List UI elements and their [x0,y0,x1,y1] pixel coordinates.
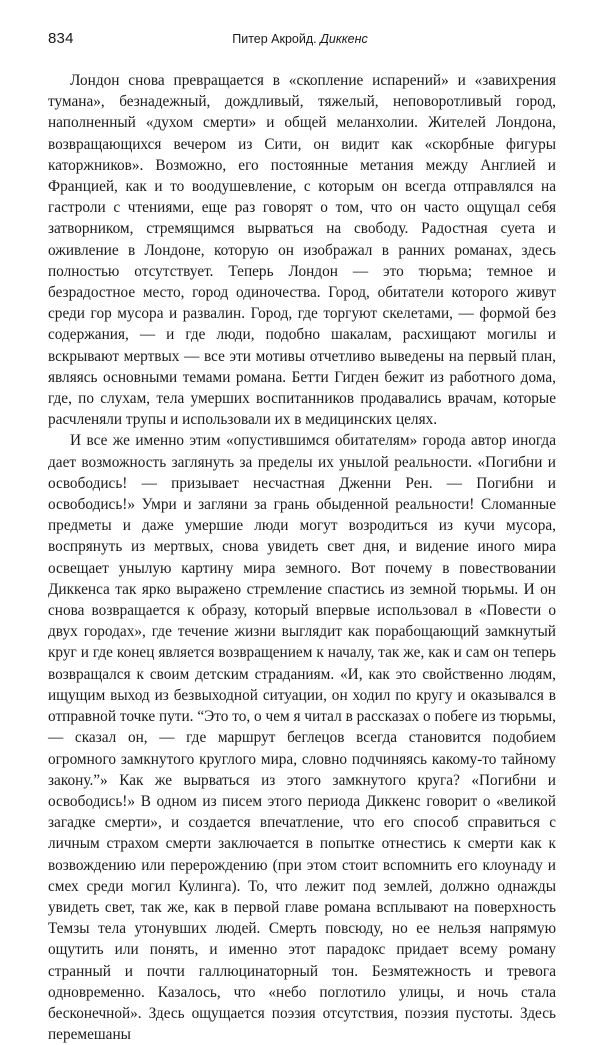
header-book-title: Диккенс [320,32,368,46]
body-text [48,70,556,1045]
paragraph-2: И все же именно этим «опустившимся обитателям» города автор иногда дает возможность заглянуть за пределы их унылой реальности. «Погибни и освободись! — призывает несчастная Дженни Рен. — Погибни и освободись!» Умри и загляни за грань обыденной реальности! Сломанные предметы и даже умершие люди могут возродиться из кучи мусора, воспрянуть из мертвых, снова увидеть свет дня, и видение иного мира освещает унылую картину мира земного. Вот почему в повествовании Диккенса так ярко выражено стремление спастись из земной тюрьмы. И он снова возвращается к образу, который впервые использовал в «Повести о двух городах», где течение жизни выглядит как порабощающий замкнутый круг и где конец является возвращением к началу, так же, как и сам он теперь возвращался к своим детским страданиям. «И, как это свойственно людям, ищущим выход из безвыходной ситуации, он ходил по кругу и оказывался в отправной точке пути. “Это то, о чем я читал в рассказах о побеге из тюрьмы, — сказал он, — где маршрут беглецов всегда становится подобием огромного замкнутого круглого мира, словно подчиняясь какому-то тайному закону.”» Как же вырваться из этого замкнутого круга? «Погибни и освободись!» В одном из писем этого периода Диккенс говорит о «великой загадке смерти», и создается впечатление, что его способ справиться с личным страхом смерти заключается в попытке отнестись к смерти как к возвождению или перерождению (при этом стоит вспомнить его клоунаду и смех среди могил Кулинга). То, что лежит под землей, должно однажды увидеть свет, так же, как в первой главе романа всплывают на поверхность Темзы тела утонувших людей. Смерть повсюду, но ее нельзя напрямую ощутить или понять, и именно этот парадокс придает всему роману странный и почти галлюцинаторный тон. Безмятежность и тревога одновременно. Казалось, что «небо поглотило улицы, и ночь стала бесконечной». Здесь ощущается поэзия отсутствия, поэзия пустоты. Здесь перемешаны [48,432,556,1044]
page-number: 834 [48,30,74,47]
paragraph-1: Лондон снова превращается в «скопление испарений» и «завихрения тумана», безнадежный, дождливый, тяжелый, неповоротливый город, наполненный «духом смерти» и общей меланхолии. Жителей Лондона, возвращающихся вечером из Сити, он видит как «скорбные фигуры каторжников». Возможно, его постоянные метания между Англией и Францией, как и то воодушевление, с которым он всегда отправлялся на гастроли с чтениями, еще раз говорят о том, что он часто ощущал себя затворником, стремящимся вырваться на свободу. Радостная суета и оживление в Лондоне, которую он изображал в ранних романах, здесь полностью отсутствует. Теперь Лондон — это тюрьма; темное и безрадостное место, город одиночества. Город, обитатели которого живут среди гор мусора и развалин. Город, где торгуют скелетами, — формой без содержания, — и где люди, подобно шакалам, расхищают могилы и вскрывают мертвых — все эти мотивы отчетливо выведены на первый план, являясь основными темами романа. Бетти Гигден бежит из работного дома, где, по слухам, тела умерших воспитанников продавались врачам, которые расчленяли трупы и использовали их в медицинских целях. [48,72,556,429]
running-header [0,32,600,46]
header-author: Питер Акройд. [232,32,317,46]
